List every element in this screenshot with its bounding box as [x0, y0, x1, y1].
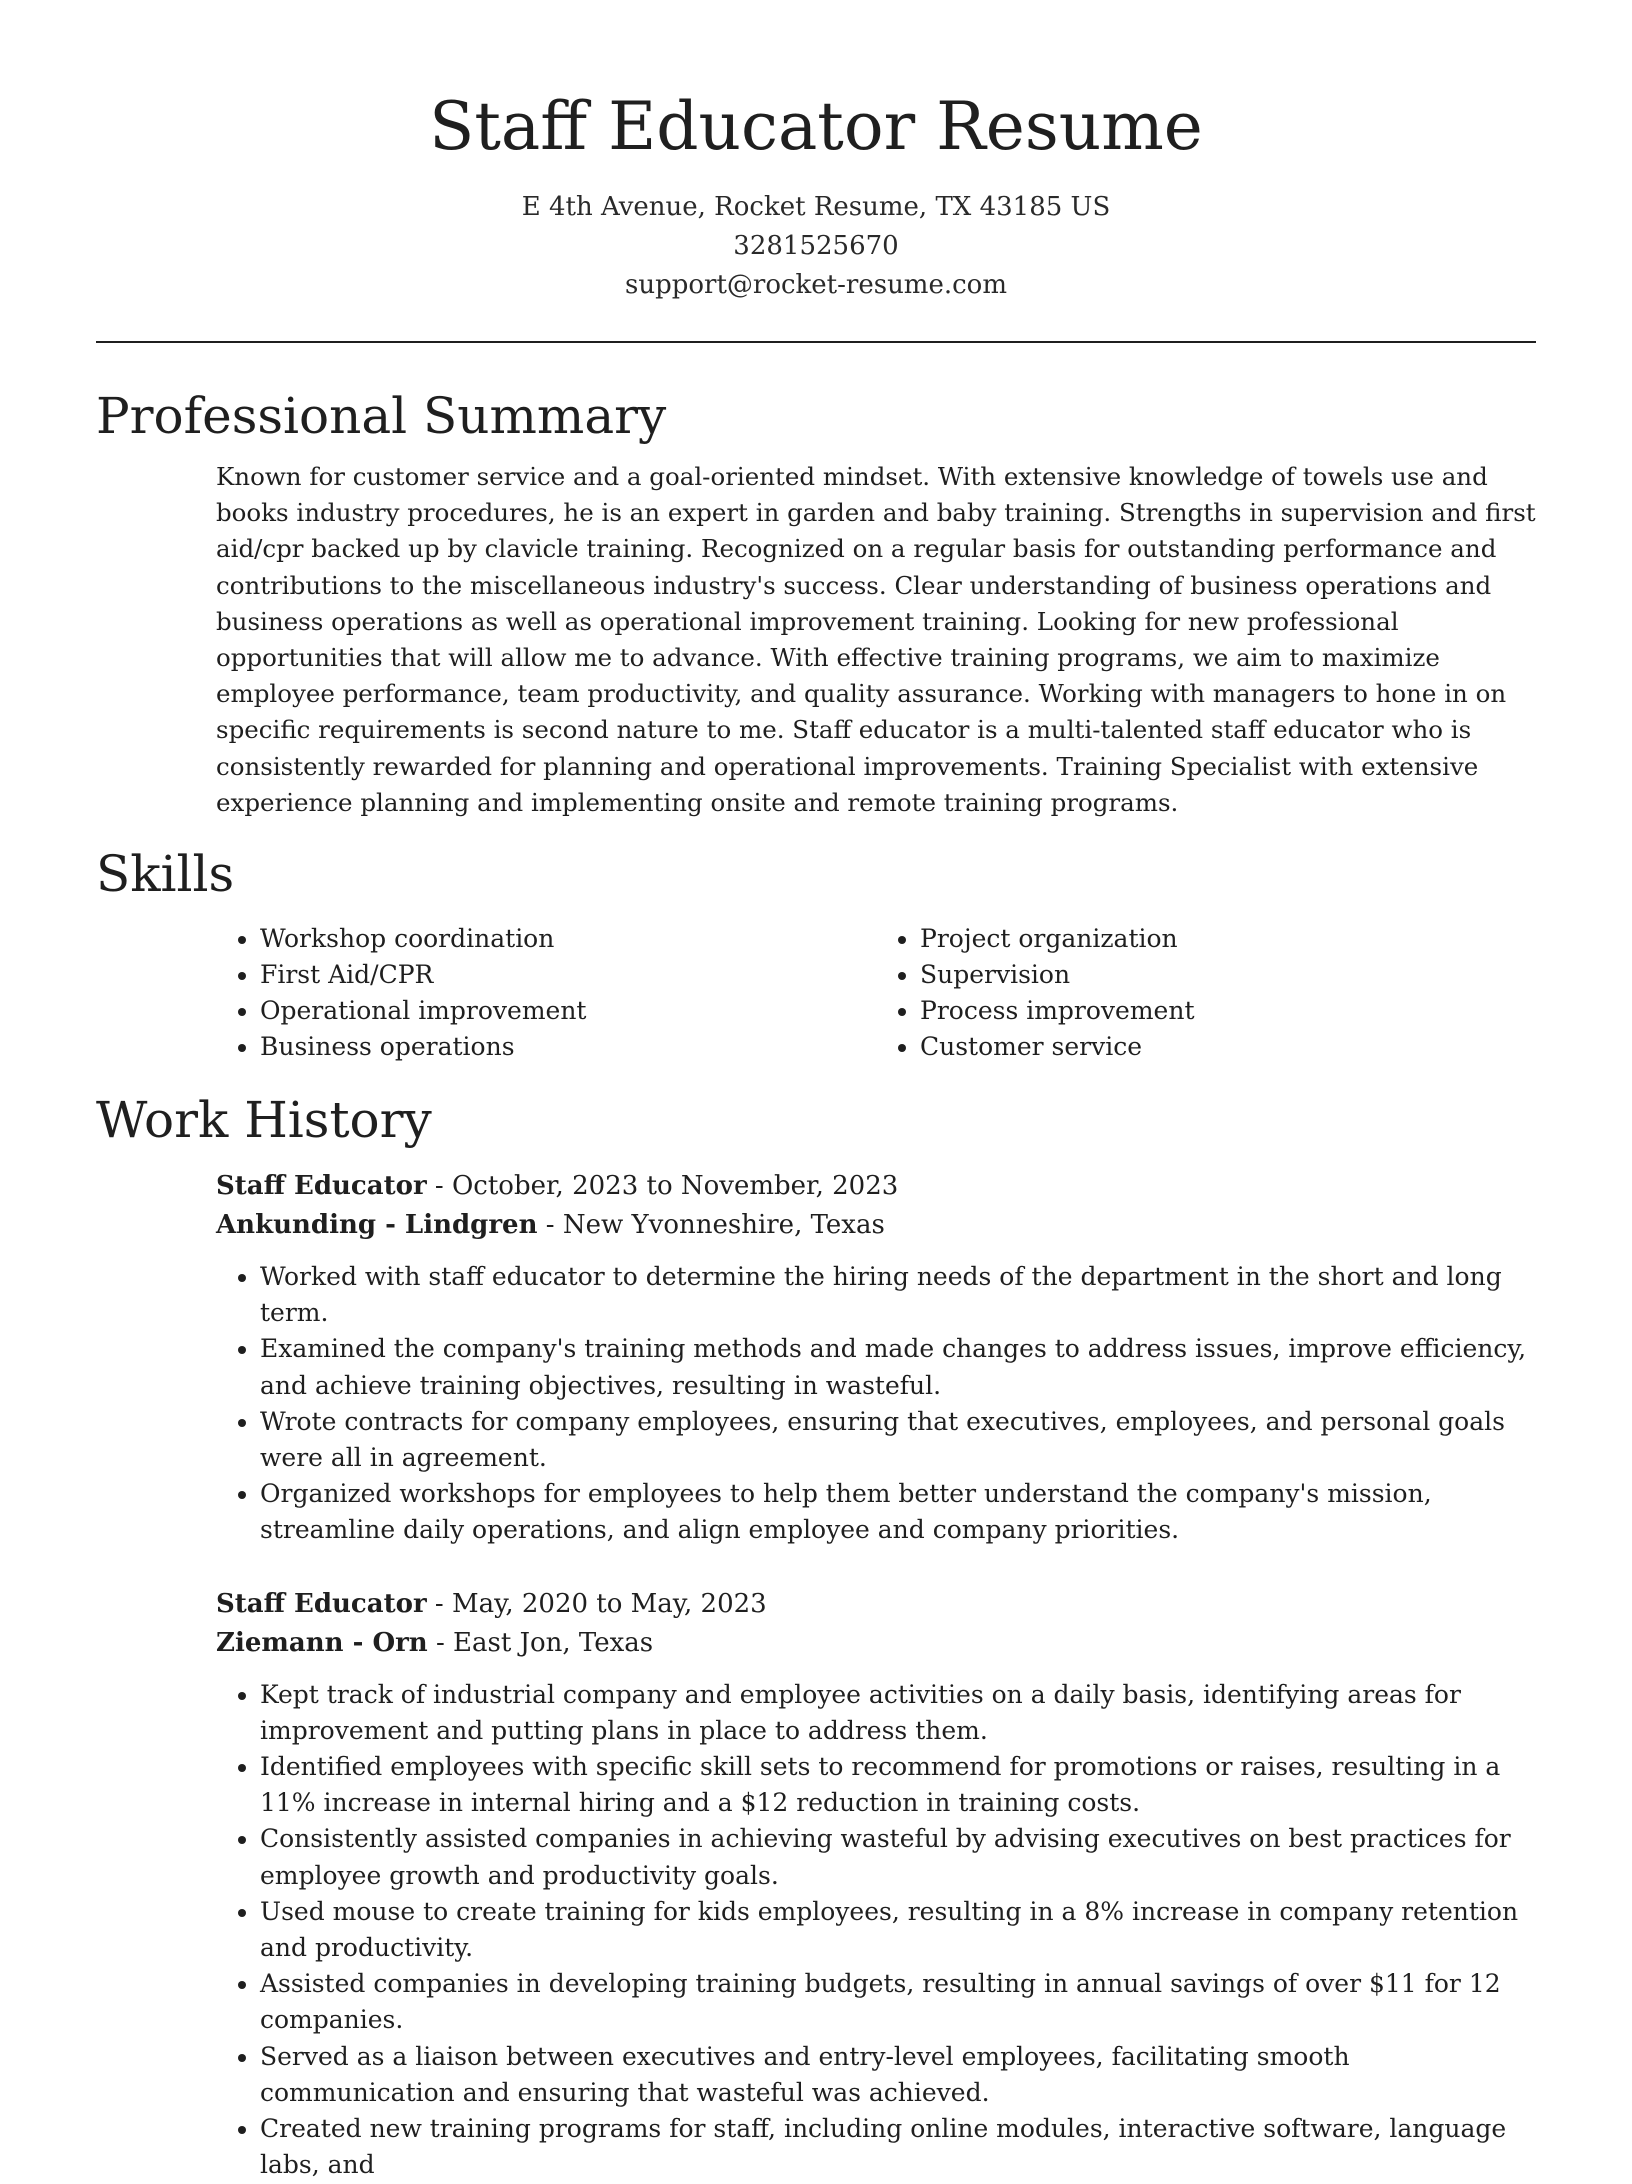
header-divider	[96, 341, 1536, 343]
job-dates: - May, 2020 to May, 2023	[426, 1588, 767, 1619]
resume-title: Staff Educator Resume	[429, 88, 1203, 165]
section-title-skills: Skills	[96, 845, 235, 904]
job-dates: - October, 2023 to November, 2023	[426, 1171, 899, 1202]
job-role-line	[216, 1585, 1536, 1624]
resume-page	[96, 0, 1536, 2184]
skills-grid	[216, 921, 1536, 1065]
job-bullet: • Kept track of industrial company and employee activities on a daily basis, identifying areas for improvement and putting plans in place to address them.	[260, 1677, 1536, 1749]
job-bullet: • Created new training programs for staff, including online modules, interactive software, language labs, and	[260, 2111, 1536, 2183]
job-role: Staff Educator	[216, 1171, 427, 1202]
job-location: - New Yvonneshire, Texas	[537, 1210, 885, 1241]
contact-phone: 3281525670	[733, 231, 899, 261]
job-bullet: • Worked with staff educator to determine the hiring needs of the department in the short and long term.	[260, 1259, 1536, 1331]
job-bullet: • Assisted companies in developing training budgets, resulting in annual savings of over $11 for 12 companies.	[260, 1966, 1536, 2038]
job-bullets	[216, 1677, 1536, 2184]
skill-item: • Process improvement	[920, 993, 1536, 1029]
job-company-line	[216, 1206, 1536, 1245]
job-company-line	[216, 1624, 1536, 1663]
contact-address: E 4th Avenue, Rocket Resume, TX 43185 US	[521, 192, 1111, 222]
job-role: Staff Educator	[216, 1588, 427, 1619]
skills-column-right	[876, 921, 1536, 1065]
job-company: Ankunding - Lindgren	[216, 1210, 538, 1241]
job-bullet: • Wrote contracts for company employees, ensuring that executives, employees, and personal goals were all in agreement.	[260, 1404, 1536, 1476]
job-entry	[216, 1585, 1536, 2184]
resume-header	[96, 0, 1536, 305]
job-bullet: • Organized workshops for employees to help them better understand the company's mission, streamline daily operations, and align employee and company priorities.	[260, 1476, 1536, 1548]
contact-block	[96, 188, 1536, 305]
skill-item: • Customer service	[920, 1029, 1536, 1065]
section-title-work-history: Work History	[96, 1091, 432, 1150]
skill-item: • Operational improvement	[260, 993, 876, 1029]
job-bullet: • Identified employees with specific skill sets to recommend for promotions or raises, resulting in a 11% increase in internal hiring and a $12 reduction in training costs.	[260, 1749, 1536, 1821]
skill-item: • Supervision	[920, 957, 1536, 993]
summary-text: Known for customer service and a goal-oriented mindset. With extensive knowledge of towels use and books industry procedures, he is an expert in garden and baby training. Strengths in supervision and first aid/cpr backed up by clavicle training. Recognized on a regular basis for outstanding performance and contributions to the miscellaneous industry's success. Clear understanding of business operations and business operations as well as operational improvement training. Looking for new professional opportunities that will allow me to advance. With effective training programs, we aim to maximize employee performance, team productivity, and quality assurance. Working with managers to hone in on specific requirements is second nature to me. Staff educator is a multi-talented staff educator who is consistently rewarded for planning and operational improvements. Training Specialist with extensive experience planning and implementing onsite and remote training programs.	[216, 462, 1536, 817]
skills-column-left	[216, 921, 876, 1065]
job-bullet: • Examined the company's training methods and made changes to address issues, improve efficiency, and achieve training objectives, resulting in wasteful.	[260, 1331, 1536, 1403]
skill-item: • Workshop coordination	[260, 921, 876, 957]
job-bullet: • Served as a liaison between executives and entry-level employees, facilitating smooth communication and ensuring that wasteful was achieved.	[260, 2039, 1536, 2111]
skill-item: • First Aid/CPR	[260, 957, 876, 993]
job-company: Ziemann - Orn	[216, 1627, 428, 1658]
job-entry	[216, 1167, 1536, 1549]
contact-email: support@rocket-resume.com	[624, 270, 1007, 300]
job-bullets	[216, 1259, 1536, 1549]
section-title-summary: Professional Summary	[96, 387, 667, 445]
skill-item: • Business operations	[260, 1029, 876, 1065]
job-bullet: • Used mouse to create training for kids employees, resulting in a 8% increase in company retention and productivity.	[260, 1894, 1536, 1966]
skill-item: • Project organization	[920, 921, 1536, 957]
job-role-line	[216, 1167, 1536, 1206]
job-bullet: • Consistently assisted companies in achieving wasteful by advising executives on best practices for employee growth and productivity goals.	[260, 1821, 1536, 1893]
job-location: - East Jon, Texas	[427, 1627, 654, 1658]
